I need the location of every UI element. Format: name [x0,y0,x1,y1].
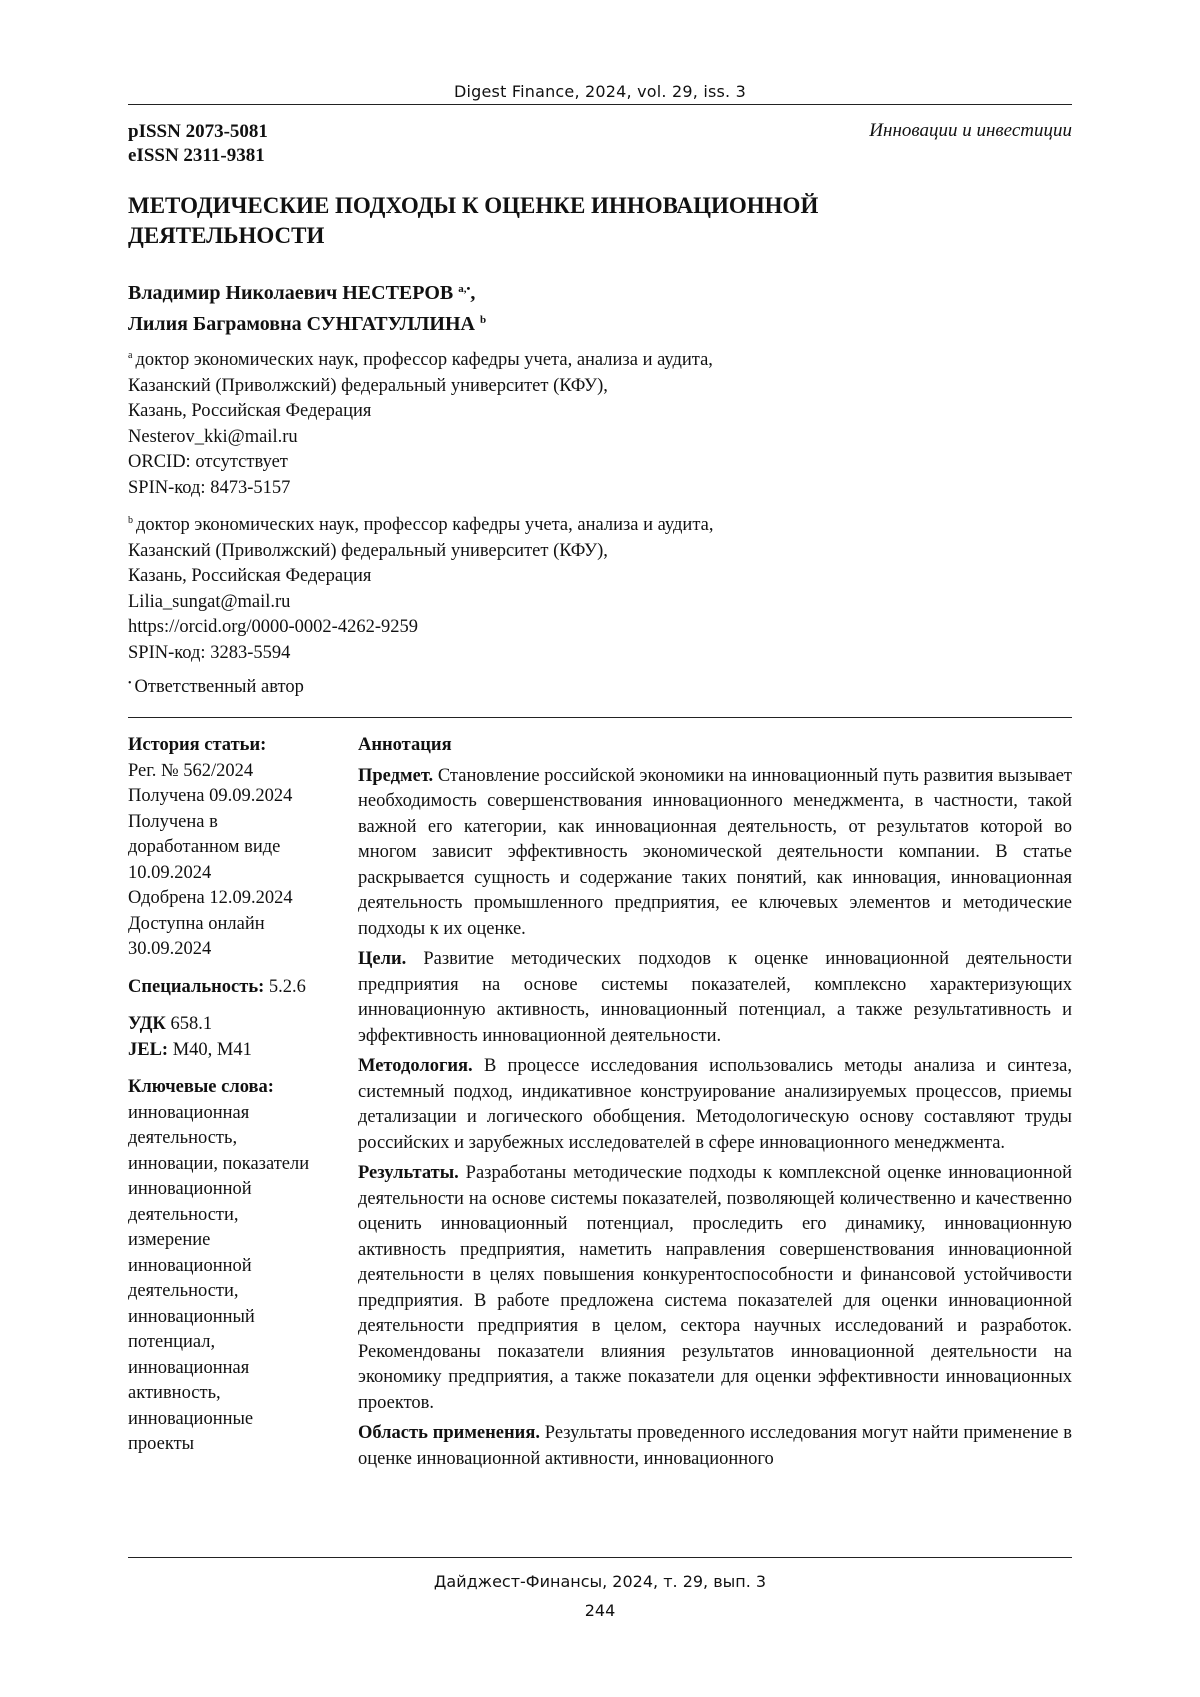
udk-label: УДК [128,1014,166,1034]
article-meta-column [128,733,343,1470]
keyword-line: инновационная [128,1357,250,1378]
responsible-author-note: • Ответственный автор [128,677,304,697]
affiliation-mark: a [128,350,133,361]
meta-rule [128,717,1072,718]
footer-rule [128,1557,1072,1558]
abstract-results: Результаты. Разработаны методические подходы к комплексной оценке инновационной деятельности на основе системы показателей, позволяющей количественно и качественно оценить инновационный потенциал, проследить его динамику, инновационную активность предприятия, наметить направления совершенствования инновационной деятельности в целях повышения конкурентоспособности и финансовой устойчивости предприятия. В работе предложена система показателей для оценки инновационной деятельности предприятия в целом, сектора научных исследований и разработок. Рекомендованы показатели влияния результатов инновационной деятельности на экономику предприятия, а также показатели для оценки эффективности инновационных проектов. [358,1163,1072,1413]
jel-value: M40, M41 [168,1039,252,1060]
abstract-subject: Предмет. Становление российской экономики на инновационный путь развития вызывает необходимость совершенствования инновационного менеджмента, в частности, такой важной его категории, как инновационная деятельность, от результатов которой во многом зависит эффективность экономической деятельности компании. В статье раскрывается сущность и содержание таких понятий, как инновация, инновационная деятельность промышленного предприятия, ее ключевых элементов и методические подходы к их оценке. [358,765,1072,939]
affiliation-line: Казанский (Приволжский) федеральный университет (КФУ), [128,375,608,396]
keywords-heading: Ключевые слова: [128,1077,274,1097]
keyword-line: инновационные [128,1408,254,1429]
affiliation-line: Казань, Российская Федерация [128,566,372,586]
keyword-line: инновации, показатели [128,1153,310,1174]
author-list [128,276,486,338]
affiliation-line: $^b$ доктор экономических наук, профессор кафедры учета, анализа и аудита, [128,515,714,535]
keyword-line: деятельности, [128,1281,239,1301]
eissn: eISSN 2311-9381 [128,145,265,166]
keyword-line: деятельность, [128,1128,238,1148]
author-orcid-link[interactable]: https://orcid.org/0000-0002-4262-9259 [128,617,418,637]
responsible-mark: • [128,678,132,689]
author-name: Владимир Николаевич НЕСТЕРОВ [128,282,454,304]
section-name: Инновации и инвестиции [869,120,1072,141]
abstract-methodology: Методология. В процессе исследования использовались методы анализа и синтеза, системный подход, индикативное конструирование анализируемых процессов, приемы детализации и логического обобщения. Методологическую основу составляют труды российских и зарубежных исследователей в сфере инновационного менеджмента. [358,1056,1072,1153]
history-online: 30.09.2024 [128,939,212,959]
affiliation-a [128,343,713,501]
keyword-line: деятельности, [128,1204,239,1225]
history-received: Получена 09.09.2024 [128,786,293,806]
keyword-line: инновационный [128,1306,255,1327]
author-1 [128,276,486,307]
history-revised: Получена в [128,811,218,832]
specialty-value: 5.2.6 [264,976,306,997]
author-email[interactable]: Nesterov_kki@mail.ru [128,426,298,447]
classification [128,1012,343,1063]
keyword-line: инновационной [128,1179,252,1199]
history-online: Доступна онлайн [128,913,265,934]
author-spin: SPIN-код: 3283-5594 [128,642,291,663]
title-line-2: ДЕЯТЕЛЬНОСТИ [128,223,325,248]
keyword-line: инновационная [128,1102,250,1123]
author-mark: a,• [458,283,471,295]
running-footer: Дайджест-Финансы, 2024, т. 29, вып. 3 [433,1572,767,1591]
affiliation-line: Казань, Российская Федерация [128,401,372,421]
history-revised: 10.09.2024 [128,862,212,883]
page-number: 244 [584,1601,616,1620]
pissn: pISSN 2073-5081 [128,121,268,142]
specialty [128,975,343,1001]
keyword-line: инновационной [128,1255,252,1276]
history-reg: Рег. № 562/2024 [128,760,254,781]
keyword-line: потенциал, [128,1332,216,1352]
title-line-1: МЕТОДИЧЕСКИЕ ПОДХОДЫ К ОЦЕНКЕ ИННОВАЦИОННОЙ [128,193,819,218]
history-approved: Одобрена 12.09.2024 [128,888,293,908]
author-email[interactable]: Lilia_sungat@mail.ru [128,591,291,612]
author-2 [128,307,486,338]
author-orcid: ORCID: отсутствует [128,452,288,472]
history-heading: История статьи: [128,735,267,755]
affiliation-line: $^a$ доктор экономических наук, профессор кафедры учета, анализа и аудита, [128,350,713,370]
affiliation-mark: b [128,515,133,526]
jel-label: JEL: [128,1039,169,1060]
article-title [128,191,1028,251]
header-rule [128,104,1072,105]
affiliation-line: Казанский (Приволжский) федеральный университет (КФУ), [128,540,608,561]
abstract-goals: Цели. Развитие методических подходов к оценке инновационной деятельности предприятия на основе системы показателей, комплексно характеризующих инновационную активность, инновационный потенциал, а также результативность и эффективность инновационной деятельности. [358,949,1072,1046]
abstract-heading: Аннотация [358,735,452,755]
udk-value: 658.1 [165,1014,213,1034]
issn-block [128,120,268,168]
abstract [358,733,1072,1477]
keyword-line: активность, [128,1383,221,1403]
history-revised: доработанном виде [128,837,281,857]
specialty-label: Специальность: [128,976,265,997]
keyword-line: измерение [128,1230,211,1250]
author-spin: SPIN-код: 8473-5157 [128,477,291,498]
keyword-line: проекты [128,1434,195,1454]
running-header: Digest Finance, 2024, vol. 29, iss. 3 [453,82,746,101]
abstract-scope: Область применения. Результаты проведенного исследования могут найти применение в оценке инновационной активности, инновационного [358,1423,1072,1469]
author-name: Лилия Баграмовна СУНГАТУЛЛИНА [128,313,475,335]
affiliation-b [128,508,713,666]
article-history [128,733,343,963]
author-sep: , [470,282,476,304]
author-mark: b [480,314,487,326]
keywords [128,1075,343,1458]
